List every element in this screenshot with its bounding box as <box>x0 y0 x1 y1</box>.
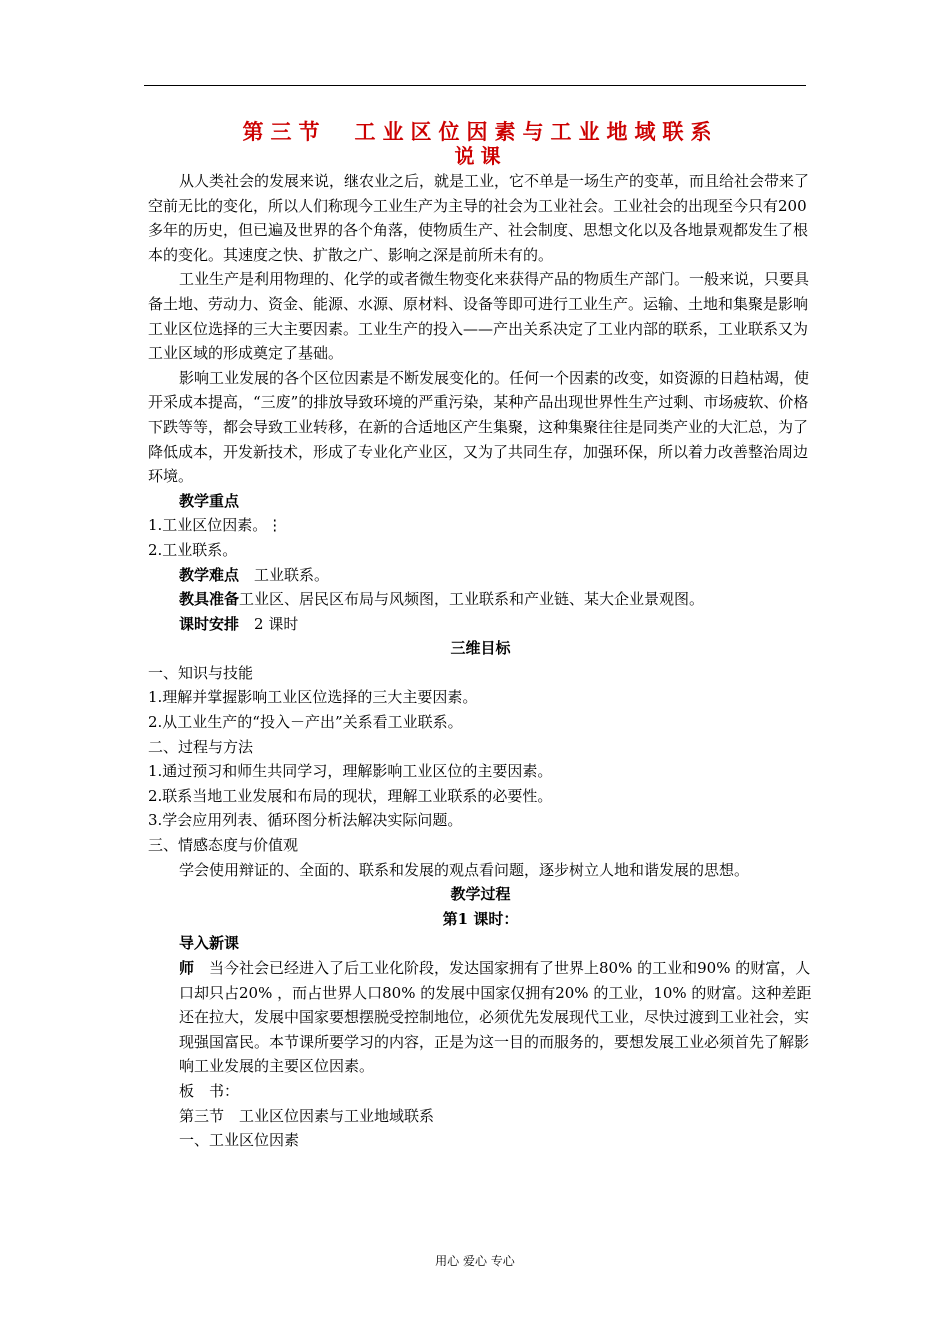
page-title: 第三节 工业区位因素与工业地域联系 <box>242 119 719 144</box>
intro-paragraph-2: 工业生产是利用物理的、化学的或者微生物变化来获得产品的物质生产部门。一般来说，只要具备土地、劳动力、资金、能源、水源、原材料、设备等即可进行工业生产。运输、土地和集聚是影响工业区位选择的三大主要因素。工业生产的投入——产出关系决定了工业内部的联系，工业联系又为工业区域的形成奠定了基础。 <box>148 270 810 363</box>
objective-item: 1.通过预习和师生共同学习，理解影响工业区位的主要因素。 <box>148 762 553 781</box>
intro-paragraph-1: 从人类社会的发展来说，继农业之后，就是工业，它不单是一场生产的变革，而且给社会带来了空前无比的变化，所以人们称现今工业生产为主导的社会为工业社会。工业社会的出现至今只有200 多年的历史，但已遍及世界的各个角落，使物质生产、社会制度、思想文化以及各地景观都发生了根本的变化。其速度之快、扩散之广、影响之深是前所未有的。 <box>148 172 810 264</box>
difficulty-line <box>148 563 813 588</box>
process-heading: 教学过程 <box>450 885 511 904</box>
objective-item: 2.从工业生产的“投入－产出”关系看工业联系。 <box>148 713 463 732</box>
objective-item: 3.学会应用列表、循环图分析法解决实际问题。 <box>148 811 463 830</box>
page-subtitle: 说课 <box>454 144 507 168</box>
materials-text: 工业区、居民区布局与风频图，工业联系和产业链、某大企业景观图。 <box>239 590 705 609</box>
objectives-heading: 三维目标 <box>450 639 511 658</box>
objective-section-title: 二、过程与方法 <box>148 737 254 756</box>
intro-paragraph-3: 影响工业发展的各个区位因素是不断发展变化的。任何一个因素的改变，如资源的日趋枯竭，使开采成本提高，“三废”的排放导致环境的严重污染，某种产品出现世界性生产过剩、市场疲软、价格下跌等等，都会导致工业转移，在新的合适地区产生集聚，这种集聚往往是同类产业的大汇总，为了降低成本，开发新技术，形成了专业化产业区，又为了共同生存，加强环保，所以着力改善整治周边环境。 <box>148 368 810 486</box>
materials-line <box>148 587 813 612</box>
key-point-item: 1.工业区位因素。⋮ <box>148 516 283 535</box>
header-rule <box>144 85 806 86</box>
lesson-heading: 第1 课时： <box>442 909 519 928</box>
board-label: 板 书： <box>179 1081 240 1100</box>
schedule-line <box>148 612 813 637</box>
page-footer: 用心 爱心 专心 <box>435 1254 515 1268</box>
objective-section-title: 三、情感态度与价值观 <box>148 836 299 855</box>
difficulty-text: 工业联系。 <box>239 565 330 584</box>
key-point-item: 2.工业联系。 <box>148 540 238 559</box>
board-line: 一、工业区位因素 <box>179 1131 300 1150</box>
teacher-paragraph <box>148 956 813 1079</box>
objective-item: 1.理解并掌握影响工业区位选择的三大主要因素。 <box>148 688 478 707</box>
key-points-heading: 教学重点 <box>179 491 240 510</box>
teacher-label: 师 <box>179 959 195 977</box>
document-body <box>148 118 813 1153</box>
objective-item: 2.联系当地工业发展和布局的现状，理解工业联系的必要性。 <box>148 786 553 805</box>
materials-label: 教具准备 <box>179 590 240 609</box>
objective-item: 学会使用辩证的、全面的、联系和发展的观点看问题，逐步树立人地和谐发展的思想。 <box>179 860 750 879</box>
difficulty-label: 教学难点 <box>179 565 240 584</box>
intro-heading: 导入新课 <box>179 934 240 953</box>
teacher-text: 当今社会已经进入了后工业化阶段，发达国家拥有了世界上80% 的工业和90% 的财富，人口却只占20% ，而占世界人口80% 的发展中国家仅拥有20% 的工业，10% 的财富。这种差距还在拉大，发展中国家要想摆脱受控制地位，必须优先发展现代工业，尽快过渡到工业社会，实现强国富民。本节课所要学习的内容，正是为这一目的而服务的，要想发展工业必须首先了解影响工业发展的主要区位因素。 <box>179 959 812 1076</box>
board-line: 第三节 工业区位因素与工业地域联系 <box>179 1106 435 1125</box>
schedule-text: 2 课时 <box>239 614 299 633</box>
objective-section-title: 一、知识与技能 <box>148 663 254 682</box>
schedule-label: 课时安排 <box>179 614 240 633</box>
